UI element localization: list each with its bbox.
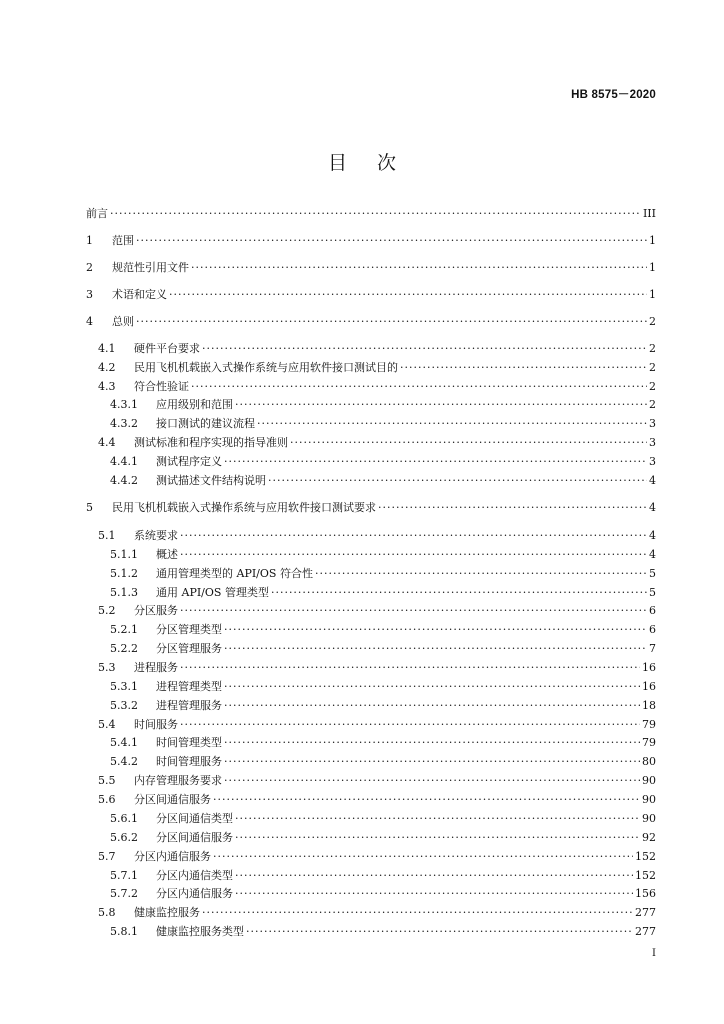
toc-entry-number: 4 <box>86 315 93 328</box>
toc-entry-label: 进程管理类型 <box>156 680 222 693</box>
toc-entry[interactable] <box>86 774 656 788</box>
toc-entry-label: 应用级别和范围 <box>156 398 233 411</box>
toc-entry-page: 1 <box>649 261 656 274</box>
toc-entry-number: 3 <box>86 288 93 301</box>
toc-entry-page: 3 <box>649 436 656 449</box>
toc-entry-label: 分区服务 <box>134 604 178 617</box>
dot-leader <box>268 474 647 488</box>
dot-leader <box>224 642 647 656</box>
dot-leader <box>180 718 640 732</box>
toc-entry[interactable] <box>86 398 656 412</box>
toc-entry[interactable] <box>86 567 656 581</box>
dot-leader <box>315 567 647 581</box>
toc-entry-page: 277 <box>635 906 656 919</box>
toc-entry-number: 5.5 <box>98 774 116 787</box>
toc-entry[interactable] <box>86 234 656 248</box>
toc-entry-number: 4.3.1 <box>110 398 138 411</box>
toc-entry-label: 分区管理服务 <box>156 642 222 655</box>
toc-entry[interactable] <box>86 207 656 221</box>
toc-entry-page: 90 <box>642 793 656 806</box>
toc-entry-label: 接口测试的建议流程 <box>156 417 255 430</box>
dot-leader <box>224 774 640 788</box>
toc-entry[interactable] <box>86 906 656 920</box>
toc-entry-page: 4 <box>649 529 656 542</box>
toc-entry-label: 测试程序定义 <box>156 455 222 468</box>
toc-entry-label: 时间管理类型 <box>156 736 222 749</box>
toc-entry-page: 2 <box>649 398 656 411</box>
toc-entry[interactable] <box>86 812 656 826</box>
toc-entry-page: 3 <box>649 417 656 430</box>
toc-entry-label: 规范性引用文件 <box>112 261 189 274</box>
toc-entry[interactable] <box>86 887 656 901</box>
toc-entry-label: 范围 <box>112 234 134 247</box>
toc-entry[interactable] <box>86 642 656 656</box>
dot-leader <box>191 380 647 394</box>
toc-entry-number: 5.1.2 <box>110 567 138 580</box>
toc-entry-number: 5.3 <box>98 661 116 674</box>
toc-entry-page: 4 <box>649 501 656 514</box>
toc-entry-number: 5.3.2 <box>110 699 138 712</box>
toc-entry-label: 符合性验证 <box>134 380 189 393</box>
dot-leader <box>235 831 640 845</box>
toc-entry-number: 5.8.1 <box>110 925 138 938</box>
toc-entry-number: 5 <box>86 501 93 514</box>
dot-leader <box>290 436 647 450</box>
toc-entry-number: 5.2 <box>98 604 116 617</box>
toc-entry-page: 2 <box>649 315 656 328</box>
toc-entry-label: 测试标准和程序实现的指导准则 <box>134 436 288 449</box>
toc-entry[interactable] <box>86 793 656 807</box>
toc-entry-page: 80 <box>642 755 656 768</box>
dot-leader <box>110 207 641 221</box>
toc-entry[interactable] <box>86 850 656 864</box>
toc-entry-number: 4.3.2 <box>110 417 138 430</box>
toc-entry-page: 79 <box>642 736 656 749</box>
toc-entry-number: 5.2.1 <box>110 623 138 636</box>
dot-leader <box>224 680 640 694</box>
toc-entry-label: 术语和定义 <box>112 288 167 301</box>
toc-entry-label: 通用管理类型的 API/OS 符合性 <box>156 567 313 580</box>
toc-entry-number: 5.6.1 <box>110 812 138 825</box>
dot-leader <box>224 755 640 769</box>
toc-entry-label: 硬件平台要求 <box>134 342 200 355</box>
dot-leader <box>257 417 647 431</box>
toc-entry[interactable] <box>86 501 656 515</box>
toc-entry-number: 5.7.2 <box>110 887 138 900</box>
dot-leader <box>213 850 633 864</box>
dot-leader <box>180 661 640 675</box>
toc-entry[interactable] <box>86 736 656 750</box>
dot-leader <box>180 529 647 543</box>
standard-code: HB 8575－2020 <box>571 89 656 101</box>
toc-entry[interactable] <box>86 261 656 275</box>
toc-entry-number: 5.8 <box>98 906 116 919</box>
toc-entry-label: 总则 <box>112 315 134 328</box>
toc-entry-number: 5.1 <box>98 529 116 542</box>
dot-leader <box>224 623 647 637</box>
toc-entry-number: 5.7 <box>98 850 116 863</box>
toc-entry-page: 4 <box>649 474 656 487</box>
toc-entry-page: 1 <box>649 288 656 301</box>
toc-entry-page: 156 <box>635 887 656 900</box>
toc-entry[interactable] <box>86 436 656 450</box>
toc-entry-label: 测试描述文件结构说明 <box>156 474 266 487</box>
toc-entry[interactable] <box>86 869 656 883</box>
toc-entry-number: 5.2.2 <box>110 642 138 655</box>
toc-entry-label: 分区间通信服务 <box>156 831 233 844</box>
toc-entry-number: 5.1.1 <box>110 548 138 561</box>
dot-leader <box>224 699 640 713</box>
toc-entry-page: 3 <box>649 455 656 468</box>
dot-leader <box>246 925 633 939</box>
toc-entry-label: 进程服务 <box>134 661 178 674</box>
toc-entry-page: 16 <box>642 680 656 693</box>
toc-entry-label: 健康监控服务类型 <box>156 925 244 938</box>
toc-entry-label: 分区内通信服务 <box>156 887 233 900</box>
toc-entry-number: 4.2 <box>98 361 116 374</box>
toc-entry[interactable] <box>86 474 656 488</box>
dot-leader <box>136 234 647 248</box>
toc-entry-number: 4.4 <box>98 436 116 449</box>
dot-leader <box>235 812 640 826</box>
toc-entry-label: 系统要求 <box>134 529 178 542</box>
toc-entry-label: 分区内通信类型 <box>156 869 233 882</box>
toc-entry-page: 5 <box>649 567 656 580</box>
toc-entry-label: 概述 <box>156 548 178 561</box>
toc-entry-label: 内存管理服务要求 <box>134 774 222 787</box>
dot-leader <box>378 501 647 515</box>
toc-entry-label: 民用飞机机载嵌入式操作系统与应用软件接口测试要求 <box>112 501 376 514</box>
dot-leader <box>235 398 647 412</box>
toc-entry[interactable] <box>86 680 656 694</box>
toc-entry[interactable] <box>86 586 656 600</box>
toc-entry-label: 时间服务 <box>134 718 178 731</box>
dot-leader <box>202 342 647 356</box>
toc-entry-page: 16 <box>642 661 656 674</box>
dot-leader <box>235 869 633 883</box>
dot-leader <box>180 548 647 562</box>
toc-entry-number: 4.3 <box>98 380 116 393</box>
toc-entry-label: 时间管理服务 <box>156 755 222 768</box>
toc-entry-page: 18 <box>642 699 656 712</box>
dot-leader <box>224 736 640 750</box>
toc-entry-page: III <box>642 207 656 220</box>
toc-entry-label: 分区间通信服务 <box>134 793 211 806</box>
toc-entry-label: 分区间通信类型 <box>156 812 233 825</box>
toc-entry-page: 2 <box>649 380 656 393</box>
toc-entry-page: 5 <box>649 586 656 599</box>
toc-entry-page: 152 <box>635 869 656 882</box>
toc-entry-page: 152 <box>635 850 656 863</box>
toc-entry-number: 5.7.1 <box>110 869 138 882</box>
toc-entry[interactable] <box>86 661 656 675</box>
toc-entry-page: 7 <box>649 642 656 655</box>
dot-leader <box>136 315 647 329</box>
toc-entry[interactable] <box>86 361 656 375</box>
toc-entry-number: 4.4.2 <box>110 474 138 487</box>
toc-entry-number: 5.1.3 <box>110 586 138 599</box>
toc-entry-number: 4.1 <box>98 342 116 355</box>
toc-entry-page: 6 <box>649 623 656 636</box>
toc-entry-page: 4 <box>649 548 656 561</box>
toc-entry-page: 79 <box>642 718 656 731</box>
toc-entry-page: 277 <box>635 925 656 938</box>
toc-entry-number: 5.6.2 <box>110 831 138 844</box>
dot-leader <box>400 361 647 375</box>
toc-entry[interactable] <box>86 380 656 394</box>
toc-entry-page: 6 <box>649 604 656 617</box>
dot-leader <box>169 288 647 302</box>
page-title: 目次 <box>327 152 426 174</box>
toc-entry[interactable] <box>86 718 656 732</box>
toc-entry[interactable] <box>86 342 656 356</box>
toc-entry-label: 前言 <box>86 207 108 220</box>
toc-entry[interactable] <box>86 925 656 939</box>
toc-entry[interactable] <box>86 417 656 431</box>
dot-leader <box>191 261 647 275</box>
dot-leader <box>213 793 640 807</box>
dot-leader <box>180 604 647 618</box>
toc-entry-number: 1 <box>86 234 93 247</box>
dot-leader <box>224 455 647 469</box>
toc-entry[interactable] <box>86 623 656 637</box>
toc-entry[interactable] <box>86 755 656 769</box>
toc-entry[interactable] <box>86 604 656 618</box>
toc-entry-label: 分区内通信服务 <box>134 850 211 863</box>
toc-entry[interactable] <box>86 315 656 329</box>
toc-entry-label: 分区管理类型 <box>156 623 222 636</box>
toc-entry-page: 2 <box>649 361 656 374</box>
toc-entry-label: 进程管理服务 <box>156 699 222 712</box>
toc-entry[interactable] <box>86 529 656 543</box>
toc-entry-page: 92 <box>642 831 656 844</box>
toc-entry-number: 5.6 <box>98 793 116 806</box>
toc-entry-page: 90 <box>642 774 656 787</box>
dot-leader <box>202 906 633 920</box>
toc-entry-label: 通用 API/OS 管理类型 <box>156 586 269 599</box>
toc-entry-number: 4.4.1 <box>110 455 138 468</box>
toc-entry-number: 5.4.1 <box>110 736 138 749</box>
toc-entry-page: 1 <box>649 234 656 247</box>
toc-entry[interactable] <box>86 831 656 845</box>
toc-entry[interactable] <box>86 548 656 562</box>
toc-entry[interactable] <box>86 455 656 469</box>
toc-entry-number: 5.3.1 <box>110 680 138 693</box>
toc-entry-label: 民用飞机机载嵌入式操作系统与应用软件接口测试目的 <box>134 361 398 374</box>
page-number: I <box>652 948 656 959</box>
toc-entry-number: 2 <box>86 261 93 274</box>
toc-entry[interactable] <box>86 288 656 302</box>
dot-leader <box>271 586 647 600</box>
toc-entry-number: 5.4.2 <box>110 755 138 768</box>
toc-entry-label: 健康监控服务 <box>134 906 200 919</box>
toc-entry[interactable] <box>86 699 656 713</box>
toc-entry-number: 5.4 <box>98 718 116 731</box>
toc-entry-page: 2 <box>649 342 656 355</box>
toc-entry-page: 90 <box>642 812 656 825</box>
dot-leader <box>235 887 633 901</box>
